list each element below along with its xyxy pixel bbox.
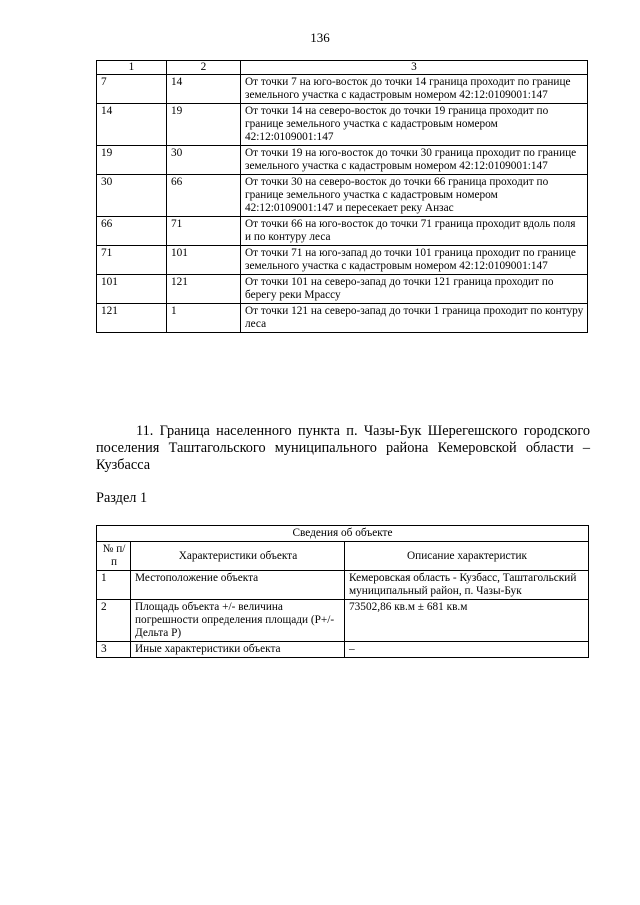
table-row: [97, 246, 588, 275]
column-header-characteristic: Характеристики объекта: [131, 542, 345, 571]
row-number: 1: [97, 571, 131, 600]
point-to: 1: [167, 304, 241, 333]
point-from: 101: [97, 275, 167, 304]
table-row: [97, 217, 588, 246]
table-row: [97, 175, 588, 217]
boundary-description: От точки 30 на северо-восток до точки 66 граница проходит по границе земельного участка с кадастровым номером 42:12:0109001:147 и пересекает реку Анзас: [241, 175, 588, 217]
table-row: [97, 275, 588, 304]
boundary-description: От точки 121 на северо-запад до точки 1 граница проходит по контуру леса: [241, 304, 588, 333]
point-from: 66: [97, 217, 167, 246]
section-label: Раздел 1: [96, 490, 148, 506]
boundary-description: От точки 7 на юго-восток до точки 14 граница проходит по границе земельного участка с кадастровым номером 42:12:0109001:147: [241, 75, 588, 104]
table-row: [97, 146, 588, 175]
table-row: [97, 75, 588, 104]
point-from: 30: [97, 175, 167, 217]
point-to: 14: [167, 75, 241, 104]
boundary-description: От точки 71 на юго-запад до точки 101 граница проходит по границе земельного участка с кадастровым номером 42:12:0109001:147: [241, 246, 588, 275]
table-row: [97, 304, 588, 333]
description-cell: –: [345, 642, 589, 658]
characteristic-cell: Местоположение объекта: [131, 571, 345, 600]
row-number: 3: [97, 642, 131, 658]
point-from: 14: [97, 104, 167, 146]
point-to: 71: [167, 217, 241, 246]
description-cell: Кемеровская область - Кузбасс, Таштагольский муниципальный район, п. Чазы-Бук: [345, 571, 589, 600]
characteristic-cell: Площадь объекта +/- величина погрешности определения площади (Р+/- Дельта Р): [131, 600, 345, 642]
point-from: 19: [97, 146, 167, 175]
table-header-row: [97, 542, 589, 571]
table-row: [97, 571, 589, 600]
table-row: [97, 642, 589, 658]
boundary-description: От точки 14 на северо-восток до точки 19 граница проходит по границе земельного участка с кадастровым номером 42:12:0109001:147: [241, 104, 588, 146]
table-header-row: [97, 61, 588, 75]
point-from: 121: [97, 304, 167, 333]
column-header: 1: [97, 61, 167, 75]
point-to: 121: [167, 275, 241, 304]
table-caption-row: [97, 526, 589, 542]
section-heading: 11. Граница населенного пункта п. Чазы-Бук Шерегешского городского поселения Таштагольского муниципального района Кемеровской области – Кузбасса: [96, 423, 590, 473]
point-to: 101: [167, 246, 241, 275]
page-number: 136: [310, 30, 330, 45]
boundary-description: От точки 19 на юго-восток до точки 30 граница проходит по границе земельного участка с кадастровым номером 42:12:0109001:147: [241, 146, 588, 175]
column-header-num: № п/п: [97, 542, 131, 571]
column-header-description: Описание характеристик: [345, 542, 589, 571]
row-number: 2: [97, 600, 131, 642]
boundary-description: От точки 101 на северо-запад до точки 121 граница проходит по берегу реки Мрассу: [241, 275, 588, 304]
table-row: [97, 600, 589, 642]
table-row: [97, 104, 588, 146]
boundary-table: [96, 60, 588, 333]
point-from: 71: [97, 246, 167, 275]
boundary-description: От точки 66 на юго-восток до точки 71 граница проходит вдоль поля и по контуру леса: [241, 217, 588, 246]
column-header: 2: [167, 61, 241, 75]
object-info-table: [96, 525, 589, 658]
characteristic-cell: Иные характеристики объекта: [131, 642, 345, 658]
column-header: 3: [241, 61, 588, 75]
point-to: 30: [167, 146, 241, 175]
point-to: 66: [167, 175, 241, 217]
table-caption: Сведения об объекте: [97, 526, 589, 542]
description-cell: 73502,86 кв.м ± 681 кв.м: [345, 600, 589, 642]
point-to: 19: [167, 104, 241, 146]
point-from: 7: [97, 75, 167, 104]
